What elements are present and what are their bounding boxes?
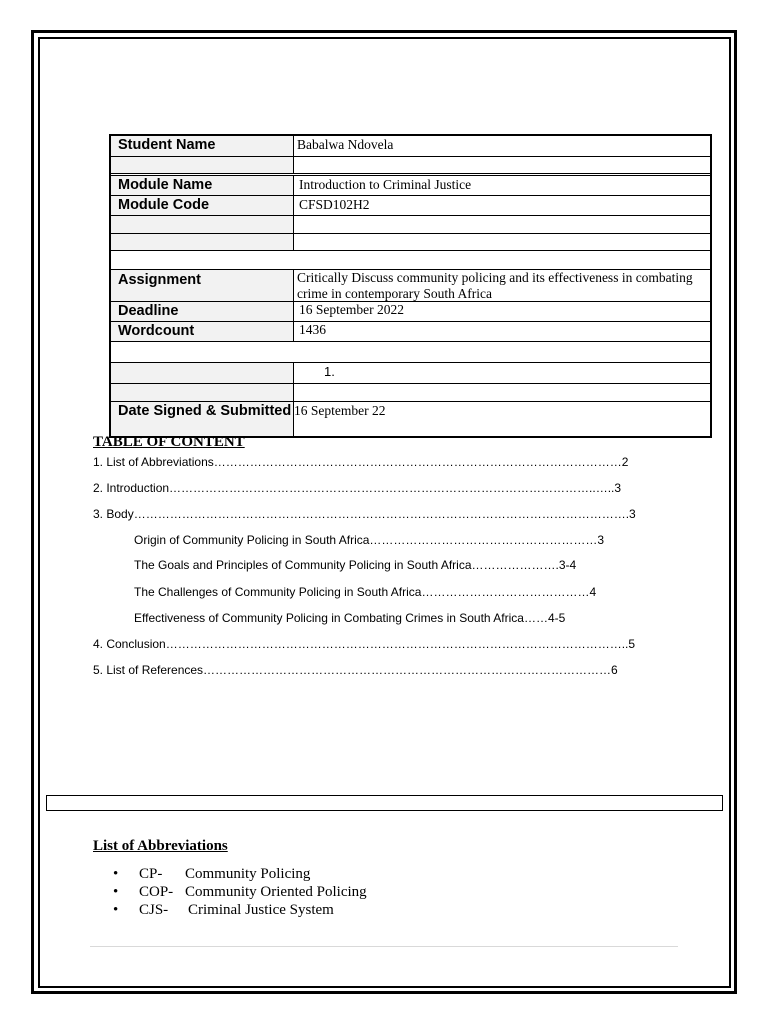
cover-value (111, 342, 710, 362)
abbreviation-key: COP- (139, 884, 174, 900)
toc-subentry: The Challenges of Community Policing in South Africa……………………………………4 (134, 585, 597, 599)
cover-row-blank (111, 216, 710, 234)
cover-label: Wordcount (111, 322, 294, 341)
cover-label: Deadline (111, 302, 294, 321)
cover-row-deadline (111, 302, 710, 322)
cover-row-numbered (111, 363, 710, 384)
section-divider-box (46, 795, 723, 811)
cover-row-date-signed (111, 402, 710, 436)
cover-label (111, 216, 294, 233)
cover-label: Date Signed & Submitted (111, 402, 294, 436)
toc-entry: 1. List of Abbreviations…………………………………………………………………………………………2 (93, 455, 629, 469)
toc-entry: 5. List of References…………………………………………………………………………………………6 (93, 663, 618, 677)
cover-value: CFSD102H2 (299, 197, 370, 212)
list-item (113, 865, 367, 883)
cover-row-blank (111, 157, 710, 176)
cover-label (111, 234, 294, 250)
cover-value: 16 September 22 (294, 403, 386, 418)
toc-subentry: The Goals and Principles of Community Policing in South Africa………………….3-4 (134, 558, 577, 572)
cover-value: Introduction to Criminal Justice (299, 177, 472, 192)
cover-table (109, 134, 712, 438)
cover-label: Assignment (111, 270, 294, 301)
abbreviation-value: Community Policing (185, 866, 311, 882)
cover-value (294, 216, 710, 233)
cover-label (111, 363, 294, 383)
cover-label: Student Name (111, 136, 294, 156)
cover-value (294, 157, 710, 173)
cover-value: Babalwa Ndovela (297, 137, 394, 152)
cover-row-module-code (111, 196, 710, 216)
toc-title: TABLE OF CONTENT (93, 434, 245, 450)
cover-label: Module Code (111, 196, 294, 215)
list-item (113, 901, 367, 919)
cover-value (294, 384, 710, 401)
cover-row-wordcount (111, 322, 710, 342)
cover-row-module-name (111, 176, 710, 196)
cover-value: 1436 (299, 322, 326, 337)
abbreviations-list (113, 865, 367, 919)
abbreviation-key: CJS- (139, 902, 169, 918)
cover-row-student-name (111, 136, 710, 157)
cover-label (111, 157, 294, 173)
footer-rule (90, 946, 678, 947)
bullet: • (113, 866, 119, 882)
cover-row-assignment (111, 270, 710, 302)
cover-label (111, 384, 294, 401)
list-item (113, 883, 367, 901)
cover-row-blank (111, 384, 710, 402)
toc-entry: 4. Conclusion……………………………………………………………………………………………………..5 (93, 637, 636, 651)
toc-entry: 3. Body…………………………………………………………………………………………………………….3 (93, 507, 636, 521)
toc-entry: 2. Introduction……………………………………………………………………………………………..…..3 (93, 481, 622, 495)
abbreviation-key: CP- (139, 866, 163, 882)
bullet: • (113, 902, 119, 918)
cover-row-spacer (111, 342, 710, 363)
cover-row-spacer (111, 251, 710, 270)
cover-value: 16 September 2022 (299, 302, 404, 317)
cover-value: 1. (324, 364, 335, 379)
abbreviations-title: List of Abbreviations (93, 838, 228, 854)
cover-value (294, 234, 710, 250)
abbreviation-value: Community Oriented Policing (185, 884, 367, 900)
cover-value (111, 251, 710, 269)
cover-row-blank (111, 234, 710, 251)
abbreviation-value: Criminal Justice System (188, 902, 334, 918)
toc-subentry: Origin of Community Policing in South Africa…………………………………………………3 (134, 533, 605, 547)
bullet: • (113, 884, 119, 900)
cover-label: Module Name (111, 176, 294, 195)
cover-value: Critically Discuss community policing and its effectiveness in combating crime in contemporary South Africa (297, 270, 693, 301)
toc-subentry: Effectiveness of Community Policing in Combating Crimes in South Africa……4-5 (134, 611, 566, 625)
